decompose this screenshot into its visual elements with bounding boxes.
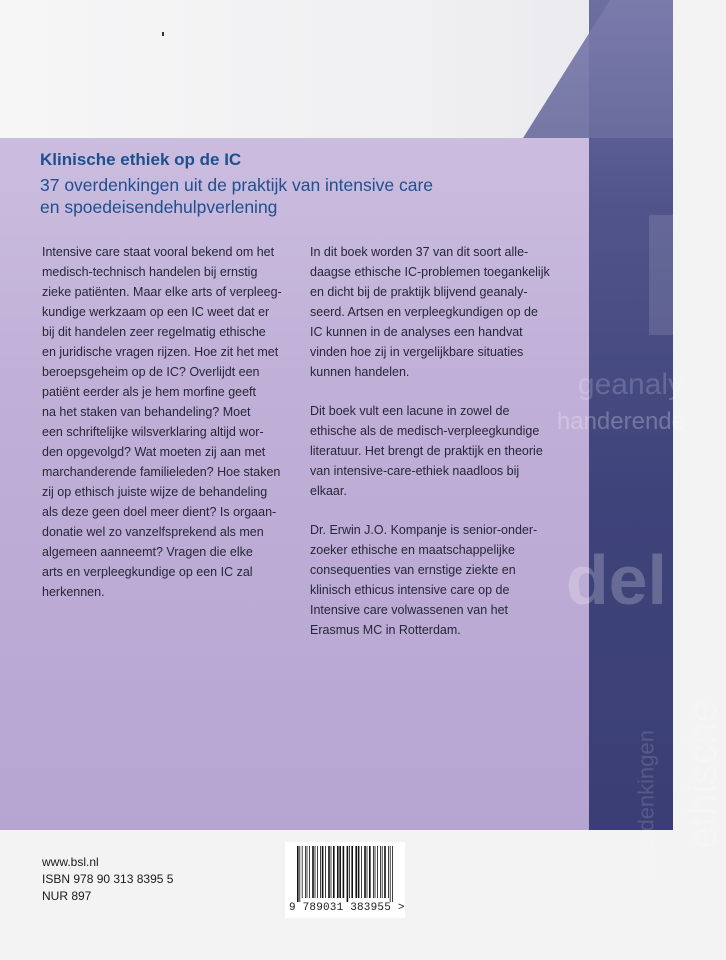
text-line: ethische als de medisch-verpleegkundige — [310, 424, 540, 438]
text-line: kundige werkzaam op een IC weet dat er — [42, 305, 270, 319]
text-line: Dr. Erwin J.O. Kompanje is senior-onder- — [310, 523, 538, 537]
watermark-word: geanaly — [577, 368, 683, 401]
barcode-bar — [369, 846, 371, 898]
barcode-bar — [364, 846, 366, 898]
right-paragraph-2 — [310, 401, 560, 501]
book-subtitle — [40, 174, 433, 218]
watermark-word: del — [565, 541, 667, 619]
text-line: na het staken van behandeling? Moet — [42, 405, 251, 419]
barcode-bar — [382, 846, 383, 898]
barcode-bar — [312, 846, 314, 898]
barcode-bar — [307, 846, 308, 898]
text-line: consequenties van ernstige ziekte en — [310, 563, 516, 577]
barcode-bar — [358, 846, 360, 898]
text-line: en juridische vragen rijzen. Hoe zit het met — [42, 345, 279, 359]
text-line: marchanderende familieleden? Hoe staken — [42, 465, 281, 479]
barcode-digits: 9 789031 383955 > — [289, 902, 405, 914]
barcode-bar — [331, 846, 332, 898]
text-line: een schriftelijke wilsverklaring altijd wor- — [42, 425, 264, 439]
right-text-column — [310, 242, 560, 640]
barcode-bar — [309, 846, 310, 898]
text-line: In dit boek worden 37 van dit soort alle- — [310, 245, 529, 259]
barcode-bars — [297, 846, 393, 902]
nur-code: NUR 897 — [42, 889, 92, 903]
barcode-bar — [299, 846, 300, 902]
text-line: bij dit handelen zeer regelmatig ethische — [42, 325, 266, 339]
subtitle-line: 37 overdenkingen uit de praktijk van intensive care — [40, 175, 434, 195]
text-line: kunnen handelen. — [310, 365, 410, 379]
barcode-bar — [361, 846, 362, 898]
barcode-bar — [380, 846, 381, 898]
barcode-bar — [392, 846, 393, 902]
subtitle-line: en spoedeisendehulpverlening — [40, 197, 278, 217]
right-paragraph-3 — [310, 520, 560, 640]
text-line: IC kunnen in de analyses een handvat — [310, 325, 523, 339]
barcode-bar — [305, 846, 306, 898]
barcode-bar — [317, 846, 318, 898]
text-line: zieke patiënten. Maar elke arts of verpleeg- — [42, 285, 282, 299]
barcode-bar — [390, 846, 391, 902]
barcode-bar — [377, 846, 378, 898]
text-line: medisch-technisch handelen bij ernstig — [42, 265, 258, 279]
isbn-number: ISBN 978 90 313 8395 5 — [42, 872, 174, 886]
watermark-word: overdenkingen — [633, 730, 658, 875]
watermark-word: handerende — [556, 408, 685, 435]
barcode-bar — [367, 846, 368, 898]
barcode — [285, 842, 405, 918]
barcode-bar — [333, 846, 335, 898]
barcode-bar — [322, 846, 324, 898]
left-text-column — [42, 242, 302, 602]
barcode-bar — [328, 846, 330, 898]
book-title: Klinische ethiek op de IC — [40, 150, 242, 169]
watermark-word: ethische — [681, 700, 725, 849]
text-line: herkennen. — [42, 585, 105, 599]
text-line: daagse ethische IC-problemen toegankelijk — [310, 265, 550, 279]
barcode-bar — [373, 846, 374, 898]
text-line: den opgevolgd? Wat moeten zij aan met — [42, 445, 266, 459]
publisher-website: www.bsl.nl — [42, 855, 99, 869]
text-line: seerd. Artsen en verpleegkundigen op de — [310, 305, 538, 319]
text-line: elkaar. — [310, 484, 347, 498]
text-line: arts en verpleegkundige op een IC zal — [42, 565, 253, 579]
text-line: en dicht bij de praktijk blijvend geanaly- — [310, 285, 528, 299]
publisher-info — [42, 854, 173, 905]
text-line: patiënt eerder als je hem morfine geeft — [42, 385, 257, 399]
print-mark — [162, 32, 164, 36]
text-line: van intensive-care-ethiek naadloos bij — [310, 464, 520, 478]
text-line: zoeker ethische en maatschappelijke — [310, 543, 515, 557]
barcode-bar — [349, 846, 350, 898]
text-line: donatie wel zo vanzelfsprekend als men — [42, 525, 264, 539]
text-line: beroepsgeheim op de IC? Overlijdt een — [42, 365, 260, 379]
text-line: klinisch ethicus intensive care op de — [310, 583, 510, 597]
barcode-bar — [337, 846, 339, 898]
barcode-bar — [384, 846, 386, 898]
text-line: literatuur. Het brengt de praktijk en theorie — [310, 444, 543, 458]
left-paragraph — [42, 242, 302, 602]
text-line: Dit boek vult een lacune in zowel de — [310, 404, 510, 418]
barcode-bar — [302, 846, 303, 898]
barcode-bar — [347, 846, 349, 902]
barcode-bar — [339, 846, 341, 898]
barcode-bar — [351, 846, 353, 898]
barcode-bar — [315, 846, 316, 898]
right-paragraph-1 — [310, 242, 560, 382]
text-line: als deze geen doel meer dient? Is orgaan- — [42, 505, 277, 519]
barcode-bar — [355, 846, 357, 898]
text-line: Erasmus MC in Rotterdam. — [310, 623, 461, 637]
text-line: vinden hoe zij in vergelijkbare situaties — [310, 345, 524, 359]
barcode-bar — [343, 846, 345, 898]
barcode-bar — [375, 846, 376, 898]
text-line: algemeen aanneemt? Vragen die elke — [42, 545, 253, 559]
barcode-bar — [320, 846, 321, 898]
text-line: Intensive care staat vooral bekend om het — [42, 245, 275, 259]
barcode-bar — [388, 846, 389, 898]
watermark-bar — [649, 215, 673, 335]
barcode-bar — [325, 846, 326, 898]
text-line: zij op ethisch juiste wijze de behandeling — [42, 485, 268, 499]
text-line: Intensive care volwassenen van het — [310, 603, 509, 617]
barcode-bar — [297, 846, 299, 902]
